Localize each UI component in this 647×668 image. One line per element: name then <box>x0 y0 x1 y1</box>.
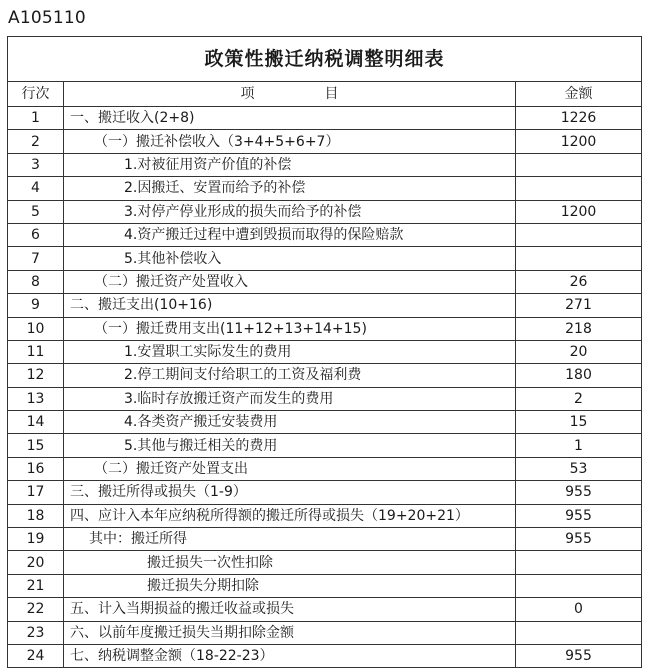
table-row <box>8 153 642 176</box>
row-item: 5.其他补偿收入 <box>64 247 516 270</box>
row-number: 19 <box>8 528 64 551</box>
row-number: 17 <box>8 481 64 504</box>
row-amount[interactable]: 1226 <box>516 107 642 130</box>
row-amount[interactable]: 1200 <box>516 200 642 223</box>
row-item: 3.对停产停业形成的损失而给予的补偿 <box>64 200 516 223</box>
row-item: 2.停工期间支付给职工的工资及福利费 <box>64 364 516 387</box>
table-row <box>8 223 642 246</box>
row-item: （一）搬迁费用支出(11+12+13+14+15) <box>64 317 516 340</box>
row-item: （二）搬迁资产处置支出 <box>64 457 516 480</box>
row-amount[interactable] <box>516 551 642 574</box>
row-amount[interactable]: 20 <box>516 340 642 363</box>
table-row <box>8 247 642 270</box>
table-row <box>8 457 642 480</box>
row-item: 其中：搬迁所得 <box>64 528 516 551</box>
row-amount[interactable] <box>516 223 642 246</box>
row-number: 9 <box>8 294 64 317</box>
row-amount[interactable]: 271 <box>516 294 642 317</box>
row-amount[interactable] <box>516 574 642 597</box>
row-item: 4.资产搬迁过程中遭到毁损而取得的保险赔款 <box>64 223 516 246</box>
row-amount[interactable] <box>516 621 642 644</box>
table-row <box>8 340 642 363</box>
row-number: 21 <box>8 574 64 597</box>
table-row <box>8 481 642 504</box>
header-item-a: 项 <box>240 86 255 102</box>
row-amount[interactable] <box>516 247 642 270</box>
row-number: 10 <box>8 317 64 340</box>
row-amount[interactable] <box>516 177 642 200</box>
table-title: 政策性搬迁纳税调整明细表 <box>8 37 642 82</box>
row-amount[interactable]: 2 <box>516 387 642 410</box>
row-amount[interactable]: 955 <box>516 528 642 551</box>
row-amount[interactable]: 218 <box>516 317 642 340</box>
row-amount[interactable]: 53 <box>516 457 642 480</box>
row-number: 14 <box>8 411 64 434</box>
table-row <box>8 411 642 434</box>
table-row <box>8 364 642 387</box>
row-item: 1.对被征用资产价值的补偿 <box>64 153 516 176</box>
row-number: 22 <box>8 598 64 621</box>
table-row <box>8 177 642 200</box>
row-amount[interactable]: 955 <box>516 644 642 667</box>
row-amount[interactable]: 955 <box>516 504 642 527</box>
table-row <box>8 574 642 597</box>
row-number: 4 <box>8 177 64 200</box>
row-item: 四、应计入本年应纳税所得额的搬迁所得或损失（19+20+21） <box>64 504 516 527</box>
row-amount[interactable]: 1200 <box>516 130 642 153</box>
row-number: 11 <box>8 340 64 363</box>
tax-adjustment-sheet <box>7 36 641 668</box>
row-number: 15 <box>8 434 64 457</box>
table-row <box>8 130 642 153</box>
table-row <box>8 317 642 340</box>
row-item: 2.因搬迁、安置而给予的补偿 <box>64 177 516 200</box>
table-row <box>8 598 642 621</box>
row-number: 24 <box>8 644 64 667</box>
row-amount[interactable]: 26 <box>516 270 642 293</box>
table-row <box>8 644 642 667</box>
table-body <box>8 107 642 668</box>
table-row <box>8 200 642 223</box>
row-item: 二、搬迁支出(10+16) <box>64 294 516 317</box>
row-number: 6 <box>8 223 64 246</box>
row-number: 1 <box>8 107 64 130</box>
table-row <box>8 621 642 644</box>
row-item: 1.安置职工实际发生的费用 <box>64 340 516 363</box>
row-item: 五、计入当期损益的搬迁收益或损失 <box>64 598 516 621</box>
row-item: 搬迁损失分期扣除 <box>64 574 516 597</box>
table-row <box>8 107 642 130</box>
row-amount[interactable]: 0 <box>516 598 642 621</box>
row-number: 3 <box>8 153 64 176</box>
table-row <box>8 387 642 410</box>
row-number: 13 <box>8 387 64 410</box>
row-item: 七、纳税调整金额（18-22-23） <box>64 644 516 667</box>
row-number: 12 <box>8 364 64 387</box>
header-item <box>64 82 516 107</box>
row-item: （二）搬迁资产处置收入 <box>64 270 516 293</box>
row-item: （一）搬迁补偿收入（3+4+5+6+7） <box>64 130 516 153</box>
row-item: 搬迁损失一次性扣除 <box>64 551 516 574</box>
header-amount: 金额 <box>516 82 642 107</box>
table-row <box>8 551 642 574</box>
row-number: 5 <box>8 200 64 223</box>
row-number: 18 <box>8 504 64 527</box>
row-item: 4.各类资产搬迁安装费用 <box>64 411 516 434</box>
table-row <box>8 270 642 293</box>
row-item: 六、以前年度搬迁损失当期扣除金额 <box>64 621 516 644</box>
table-row <box>8 504 642 527</box>
row-item: 三、搬迁所得或损失（1-9） <box>64 481 516 504</box>
header-item-b: 目 <box>324 86 339 102</box>
row-amount[interactable] <box>516 153 642 176</box>
row-amount[interactable]: 955 <box>516 481 642 504</box>
row-number: 20 <box>8 551 64 574</box>
form-code: A105110 <box>8 8 86 28</box>
table-row <box>8 294 642 317</box>
header-row-no: 行次 <box>8 82 64 107</box>
detail-table <box>7 36 642 668</box>
row-number: 8 <box>8 270 64 293</box>
row-number: 7 <box>8 247 64 270</box>
table-row <box>8 528 642 551</box>
row-number: 23 <box>8 621 64 644</box>
row-amount[interactable]: 1 <box>516 434 642 457</box>
row-item: 一、搬迁收入(2+8) <box>64 107 516 130</box>
table-row <box>8 434 642 457</box>
row-item: 3.临时存放搬迁资产而发生的费用 <box>64 387 516 410</box>
row-amount[interactable]: 180 <box>516 364 642 387</box>
row-item: 5.其他与搬迁相关的费用 <box>64 434 516 457</box>
row-number: 16 <box>8 457 64 480</box>
row-number: 2 <box>8 130 64 153</box>
row-amount[interactable]: 15 <box>516 411 642 434</box>
